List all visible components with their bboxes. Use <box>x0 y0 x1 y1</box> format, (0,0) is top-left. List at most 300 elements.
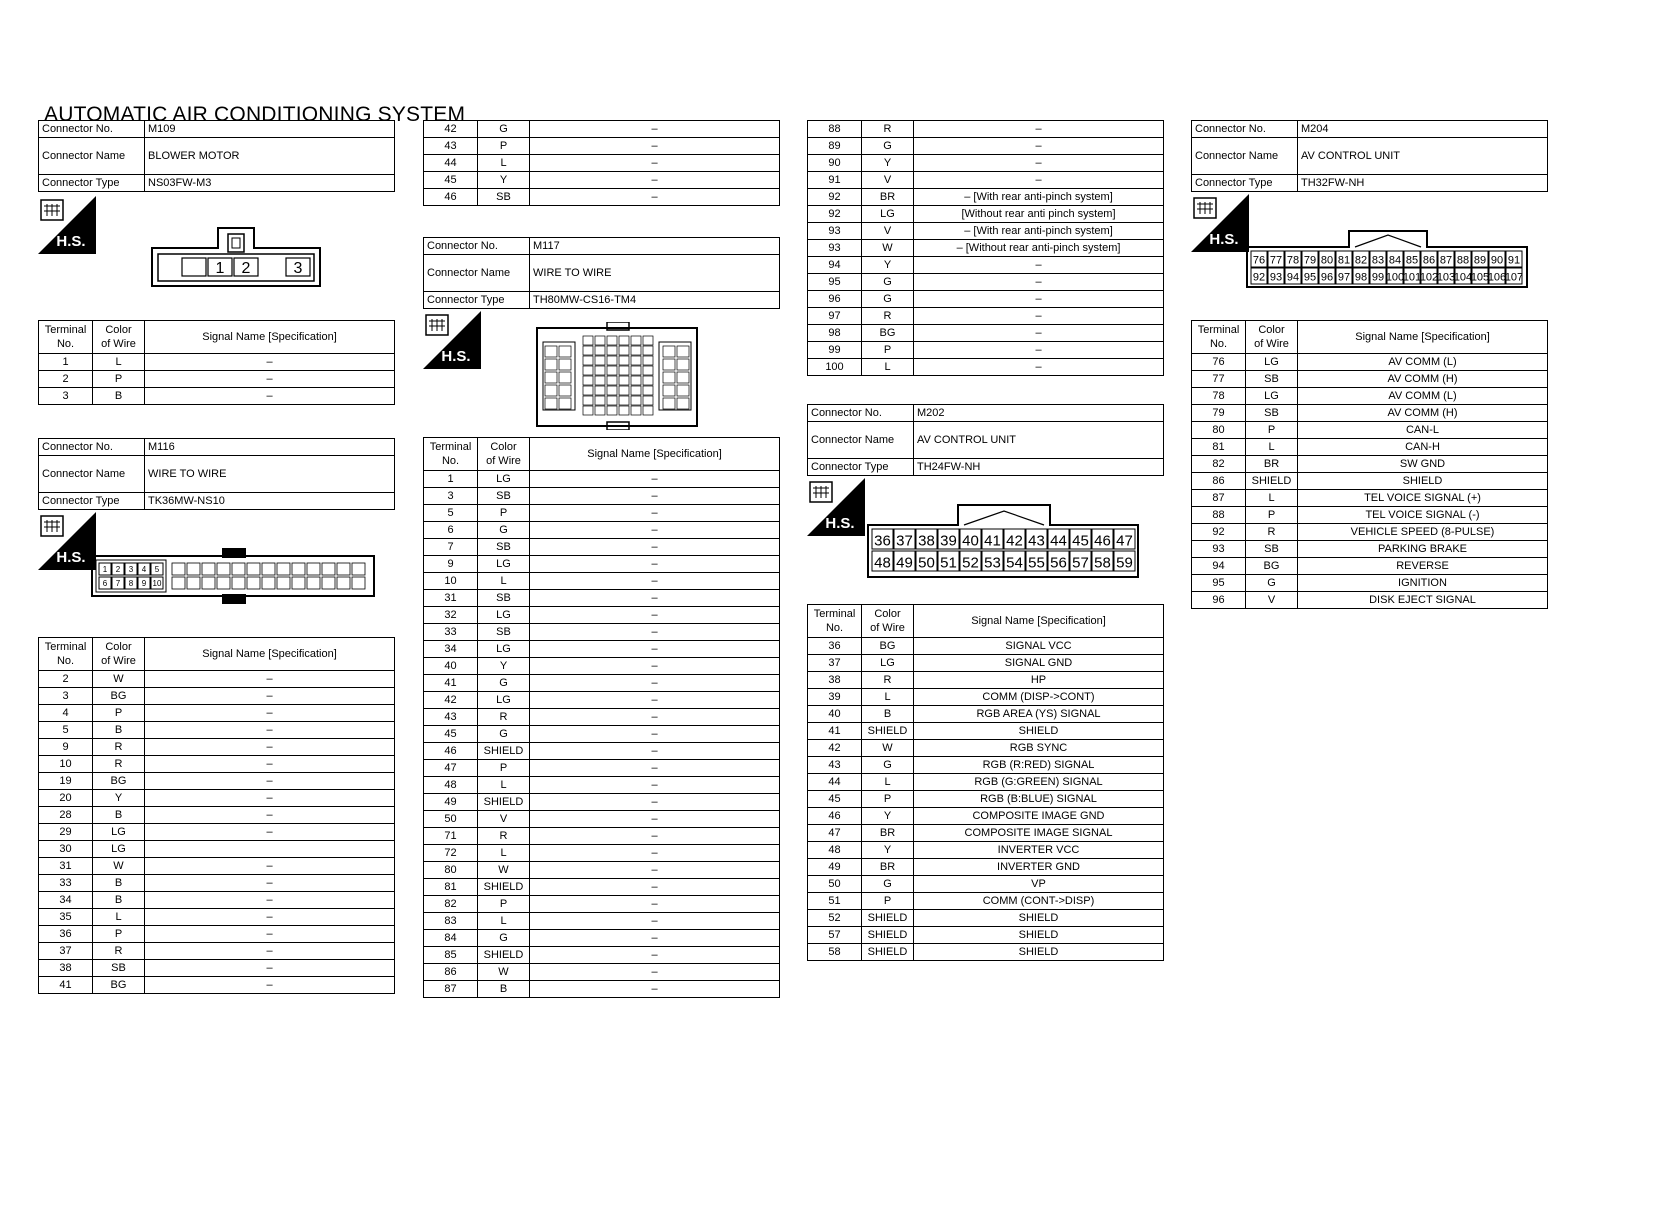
signal-cell: SIGNAL VCC <box>914 638 1164 655</box>
m116-continued-table <box>423 120 780 206</box>
signal-cell: – <box>530 121 780 138</box>
table-row <box>424 964 780 981</box>
terminal-cell: 49 <box>808 859 862 876</box>
pin-label: 100 <box>1385 271 1405 284</box>
signal-cell: – <box>530 556 780 573</box>
table-row <box>1192 558 1548 575</box>
label: Connector Name <box>424 255 530 292</box>
terminal-cell: 58 <box>808 944 862 961</box>
terminal-cell: 36 <box>808 638 862 655</box>
signal-cell: – <box>530 794 780 811</box>
terminal-cell: 37 <box>39 943 93 960</box>
table-row <box>424 138 780 155</box>
terminal-cell: 95 <box>808 274 862 291</box>
connector-name: WIRE TO WIRE <box>530 255 780 292</box>
wire-color-cell: R <box>862 308 914 325</box>
wire-color-cell: BG <box>93 977 145 994</box>
table-row <box>1192 422 1548 439</box>
terminal-cell: 43 <box>808 757 862 774</box>
wire-color-cell: BG <box>862 638 914 655</box>
signal-cell: – <box>530 981 780 998</box>
table-row <box>39 705 395 722</box>
wire-color-cell: R <box>1246 524 1298 541</box>
hs-label: H.S. <box>56 549 86 566</box>
terminal-cell: 87 <box>424 981 478 998</box>
terminal-cell: 10 <box>39 756 93 773</box>
signal-cell: – <box>914 138 1164 155</box>
pin-label: 85 <box>1405 254 1419 267</box>
wire-color-cell: G <box>862 138 914 155</box>
pin-label: 97 <box>1337 271 1351 284</box>
cavity <box>677 398 689 409</box>
pin-label: 10 <box>152 579 162 588</box>
wire-color-cell: L <box>1246 490 1298 507</box>
cavity <box>643 406 653 415</box>
signal-cell: – <box>914 155 1164 172</box>
cavity <box>631 406 641 415</box>
cavity <box>677 346 689 357</box>
terminal-cell: 96 <box>1192 592 1246 609</box>
cavity <box>187 577 200 589</box>
wire-color-cell: LG <box>1246 354 1298 371</box>
cavity <box>292 563 305 575</box>
wire-color-cell: LG <box>93 841 145 858</box>
table-row <box>808 944 1164 961</box>
wire-color-cell: BG <box>93 773 145 790</box>
wire-color-cell: BG <box>862 325 914 342</box>
connector-type: TK36MW-NS10 <box>145 493 395 510</box>
signal-cell: CAN-L <box>1298 422 1548 439</box>
terminal-cell: 48 <box>424 777 478 794</box>
terminal-cell: 72 <box>424 845 478 862</box>
harness-side-icon <box>38 512 96 570</box>
color-header: Color of Wire <box>1246 321 1298 354</box>
harness-side-icon <box>807 478 865 536</box>
pin-label: 104 <box>1453 271 1473 284</box>
pin-label: 106 <box>1487 271 1507 284</box>
label: Connector No. <box>424 238 530 255</box>
wire-color-cell: BR <box>862 189 914 206</box>
table-row <box>424 811 780 828</box>
table-row <box>808 359 1164 376</box>
wire-color-cell: P <box>93 371 145 388</box>
page-title: AUTOMATIC AIR CONDITIONING SYSTEM <box>44 103 466 126</box>
terminal-cell: 44 <box>424 155 478 172</box>
terminal-cell: 32 <box>424 607 478 624</box>
terminal-cell: 90 <box>808 155 862 172</box>
wire-color-cell: P <box>862 893 914 910</box>
cavity <box>643 336 653 345</box>
signal-cell: – <box>914 291 1164 308</box>
wire-color-cell: G <box>478 726 530 743</box>
signal-cell: – <box>530 828 780 845</box>
wire-color-cell: P <box>478 896 530 913</box>
signal-cell: AV COMM (H) <box>1298 405 1548 422</box>
connector-no: M109 <box>145 121 395 138</box>
wire-color-cell: G <box>862 876 914 893</box>
table-row <box>808 842 1164 859</box>
table-row <box>808 791 1164 808</box>
m202-connector-face <box>866 503 1140 579</box>
terminal-cell: 34 <box>424 641 478 658</box>
signal-cell: – <box>530 913 780 930</box>
color-header: Color of Wire <box>862 605 914 638</box>
pin-label: 1 <box>102 565 108 574</box>
signal-cell: COMM (DISP->CONT) <box>914 689 1164 706</box>
table-row <box>424 607 780 624</box>
cavity <box>619 346 629 355</box>
wire-color-cell: Y <box>862 808 914 825</box>
signal-cell: – <box>145 722 395 739</box>
m202-terminal-table <box>807 604 1164 961</box>
table-row <box>1192 490 1548 507</box>
signal-cell: – <box>530 488 780 505</box>
pin-label: 102 <box>1419 271 1439 284</box>
table-row <box>808 927 1164 944</box>
table-row <box>1192 456 1548 473</box>
terminal-cell: 5 <box>424 505 478 522</box>
table-row <box>39 722 395 739</box>
cavity <box>559 385 571 396</box>
pin-label: 107 <box>1504 271 1524 284</box>
terminal-cell: 38 <box>39 960 93 977</box>
signal-cell: – <box>145 960 395 977</box>
terminal-cell: 86 <box>424 964 478 981</box>
pin-label: 42 <box>1006 532 1023 550</box>
wire-color-cell: P <box>93 705 145 722</box>
pin-label: 87 <box>1439 254 1453 267</box>
wire-color-cell: W <box>93 671 145 688</box>
harness-side-icon <box>38 196 96 254</box>
signal-cell: – <box>530 777 780 794</box>
m117-connector-face <box>535 322 699 430</box>
terminal-cell: 28 <box>39 807 93 824</box>
wire-color-cell: LG <box>478 471 530 488</box>
wire-color-cell: L <box>1246 439 1298 456</box>
cavity <box>643 356 653 365</box>
table-row <box>424 930 780 947</box>
signal-cell: COMPOSITE IMAGE GND <box>914 808 1164 825</box>
pin-label: 83 <box>1371 254 1385 267</box>
signal-cell: – <box>530 155 780 172</box>
table-row <box>808 910 1164 927</box>
terminal-cell: 19 <box>39 773 93 790</box>
signal-cell: – <box>530 964 780 981</box>
cavity <box>607 366 617 375</box>
table-row <box>808 825 1164 842</box>
pin-label: 9 <box>141 579 147 588</box>
terminal-cell: 44 <box>808 774 862 791</box>
pin-label: 96 <box>1320 271 1334 284</box>
signal-cell: – <box>145 739 395 756</box>
signal-cell: – <box>530 862 780 879</box>
signal-cell: – <box>145 858 395 875</box>
terminal-cell: 80 <box>1192 422 1246 439</box>
cavity <box>607 346 617 355</box>
terminal-cell: 76 <box>1192 354 1246 371</box>
label: Connector Name <box>39 456 145 493</box>
table-row <box>39 739 395 756</box>
terminal-cell: 33 <box>424 624 478 641</box>
pin-label: 93 <box>1269 271 1283 284</box>
cavity <box>172 563 185 575</box>
wire-color-cell: W <box>478 862 530 879</box>
terminal-cell: 41 <box>808 723 862 740</box>
cavity <box>631 386 641 395</box>
wire-color-cell: P <box>1246 507 1298 524</box>
table-row <box>39 388 395 405</box>
table-row <box>424 981 780 998</box>
table-row <box>424 862 780 879</box>
pin-label: 41 <box>984 532 1001 550</box>
table-row <box>39 943 395 960</box>
cavity <box>631 396 641 405</box>
wire-color-cell: W <box>93 858 145 875</box>
signal-cell: CAN-H <box>1298 439 1548 456</box>
wire-color-cell: SHIELD <box>478 879 530 896</box>
signal-cell: RGB AREA (YS) SIGNAL <box>914 706 1164 723</box>
cavity <box>217 577 230 589</box>
cavity <box>643 366 653 375</box>
terminal-cell: 94 <box>1192 558 1246 575</box>
signal-cell: – <box>914 359 1164 376</box>
wire-color-cell: SHIELD <box>478 947 530 964</box>
connector-no: M116 <box>145 439 395 456</box>
wire-color-cell: P <box>478 760 530 777</box>
wire-color-cell: LG <box>862 655 914 672</box>
signal-cell: INVERTER VCC <box>914 842 1164 859</box>
table-row <box>39 371 395 388</box>
cavity <box>595 376 605 385</box>
wire-color-cell: SHIELD <box>478 794 530 811</box>
cavity <box>337 577 350 589</box>
cavity <box>202 563 215 575</box>
cavity <box>607 386 617 395</box>
pin-label: 91 <box>1507 254 1521 267</box>
terminal-cell: 95 <box>1192 575 1246 592</box>
signal-cell: COMM (CONT->DISP) <box>914 893 1164 910</box>
cavity <box>607 376 617 385</box>
terminal-cell: 52 <box>808 910 862 927</box>
pin-label: 5 <box>154 565 160 574</box>
wire-color-cell: LG <box>1246 388 1298 405</box>
cavity <box>322 563 335 575</box>
pin-label: 53 <box>984 554 1001 572</box>
signal-cell: – <box>530 845 780 862</box>
wire-color-cell: G <box>478 522 530 539</box>
label: Connector No. <box>39 121 145 138</box>
label: Connector No. <box>1192 121 1298 138</box>
table-row <box>424 505 780 522</box>
cavity <box>607 336 617 345</box>
signal-cell: AV COMM (L) <box>1298 354 1548 371</box>
wire-color-cell: SHIELD <box>862 927 914 944</box>
terminal-cell: 82 <box>424 896 478 913</box>
terminal-cell: 46 <box>424 743 478 760</box>
cavity <box>583 376 593 385</box>
terminal-cell: 34 <box>39 892 93 909</box>
m116-terminal-table <box>38 637 395 994</box>
pin-label: 98 <box>1354 271 1368 284</box>
pin-label: 45 <box>1072 532 1089 550</box>
signal-cell: – <box>530 138 780 155</box>
terminal-cell: 36 <box>39 926 93 943</box>
cavity <box>307 577 320 589</box>
signal-cell: IGNITION <box>1298 575 1548 592</box>
table-row <box>424 155 780 172</box>
terminal-cell: 40 <box>808 706 862 723</box>
hs-label: H.S. <box>441 348 471 365</box>
terminal-cell: 30 <box>39 841 93 858</box>
connector-name: AV CONTROL UNIT <box>1298 138 1548 175</box>
label: Connector Name <box>39 138 145 175</box>
cavity <box>352 563 365 575</box>
terminal-cell: 41 <box>39 977 93 994</box>
table-row <box>808 138 1164 155</box>
terminal-cell: 2 <box>39 671 93 688</box>
wire-color-cell: P <box>862 342 914 359</box>
terminal-cell: 82 <box>1192 456 1246 473</box>
cavity <box>292 577 305 589</box>
signal-cell: – <box>914 325 1164 342</box>
table-row <box>1192 541 1548 558</box>
signal-cell: – <box>530 726 780 743</box>
terminal-cell: 89 <box>808 138 862 155</box>
wire-color-cell: R <box>478 709 530 726</box>
terminal-cell: 92 <box>1192 524 1246 541</box>
signal-cell: – <box>530 930 780 947</box>
cavity <box>677 372 689 383</box>
table-row <box>808 689 1164 706</box>
cavity <box>663 398 675 409</box>
terminal-cell: 71 <box>424 828 478 845</box>
pin-label: 40 <box>962 532 979 550</box>
wire-color-cell: L <box>478 845 530 862</box>
signal-cell: – <box>145 875 395 892</box>
connector-type: NS03FW-M3 <box>145 175 395 192</box>
terminal-cell: 87 <box>1192 490 1246 507</box>
pin-label: 43 <box>1028 532 1045 550</box>
cavity <box>643 386 653 395</box>
signal-cell: – <box>530 539 780 556</box>
pin-label: 8 <box>128 579 134 588</box>
pin-label: 7 <box>115 579 121 588</box>
table-row <box>39 909 395 926</box>
table-row <box>424 189 780 206</box>
table-row <box>424 913 780 930</box>
signal-cell: REVERSE <box>1298 558 1548 575</box>
terminal-cell: 97 <box>808 308 862 325</box>
cavity <box>631 346 641 355</box>
wire-color-cell: W <box>862 240 914 257</box>
terminal-cell: 38 <box>808 672 862 689</box>
terminal-cell: 51 <box>808 893 862 910</box>
cavity <box>677 385 689 396</box>
table-row <box>424 760 780 777</box>
table-row <box>39 688 395 705</box>
wire-color-cell: LG <box>478 607 530 624</box>
wire-color-cell: BR <box>1246 456 1298 473</box>
table-row <box>808 206 1164 223</box>
signal-cell: – <box>530 641 780 658</box>
label: Connector No. <box>39 439 145 456</box>
wire-color-cell: SHIELD <box>1246 473 1298 490</box>
cavity <box>607 396 617 405</box>
cavity <box>545 372 557 383</box>
terminal-cell: 91 <box>808 172 862 189</box>
cavity <box>595 386 605 395</box>
table-row <box>808 706 1164 723</box>
table-row <box>808 774 1164 791</box>
cavity <box>322 577 335 589</box>
cavity <box>631 356 641 365</box>
signal-cell: DISK EJECT SIGNAL <box>1298 592 1548 609</box>
wire-color-cell: B <box>862 706 914 723</box>
pin-label: 49 <box>896 554 913 572</box>
m109-info <box>38 120 395 192</box>
wire-color-cell: V <box>862 223 914 240</box>
cavity <box>559 359 571 370</box>
pin-label: 38 <box>918 532 935 550</box>
signal-cell <box>145 841 395 858</box>
signal-cell: – <box>530 675 780 692</box>
signal-cell: – <box>145 790 395 807</box>
table-row <box>1192 405 1548 422</box>
terminal-cell: 41 <box>424 675 478 692</box>
signal-cell: RGB SYNC <box>914 740 1164 757</box>
terminal-cell: 5 <box>39 722 93 739</box>
signal-cell: – <box>145 354 395 371</box>
terminal-cell: 42 <box>808 740 862 757</box>
harness-side-icon <box>423 311 481 369</box>
table-row <box>808 342 1164 359</box>
signal-cell: – <box>914 172 1164 189</box>
table-row <box>39 892 395 909</box>
cavity <box>217 563 230 575</box>
wire-color-cell: LG <box>93 824 145 841</box>
signal-cell: – <box>530 590 780 607</box>
table-row <box>1192 524 1548 541</box>
table-row <box>424 522 780 539</box>
signal-cell: – <box>145 943 395 960</box>
terminal-cell: 6 <box>424 522 478 539</box>
table-row <box>808 291 1164 308</box>
terminal-cell: 79 <box>1192 405 1246 422</box>
signal-cell: – <box>914 308 1164 325</box>
signal-cell: – <box>145 688 395 705</box>
signal-cell: – <box>530 811 780 828</box>
wire-color-cell: W <box>862 740 914 757</box>
signal-cell: – [Without rear anti-pinch system] <box>914 240 1164 257</box>
cavity <box>583 406 593 415</box>
signal-header: Signal Name [Specification] <box>145 321 395 354</box>
table-row <box>424 675 780 692</box>
table-row <box>808 638 1164 655</box>
terminal-cell: 85 <box>424 947 478 964</box>
signal-cell: – <box>145 388 395 405</box>
terminal-cell: 94 <box>808 257 862 274</box>
table-row <box>1192 473 1548 490</box>
wire-color-cell: R <box>93 943 145 960</box>
terminal-cell: 84 <box>424 930 478 947</box>
cavity <box>262 577 275 589</box>
pin-label: 54 <box>1006 554 1023 572</box>
table-row <box>808 274 1164 291</box>
pin-label: 82 <box>1354 254 1368 267</box>
color-header: Color of Wire <box>93 638 145 671</box>
signal-cell: INVERTER GND <box>914 859 1164 876</box>
pin-label: 52 <box>962 554 979 572</box>
